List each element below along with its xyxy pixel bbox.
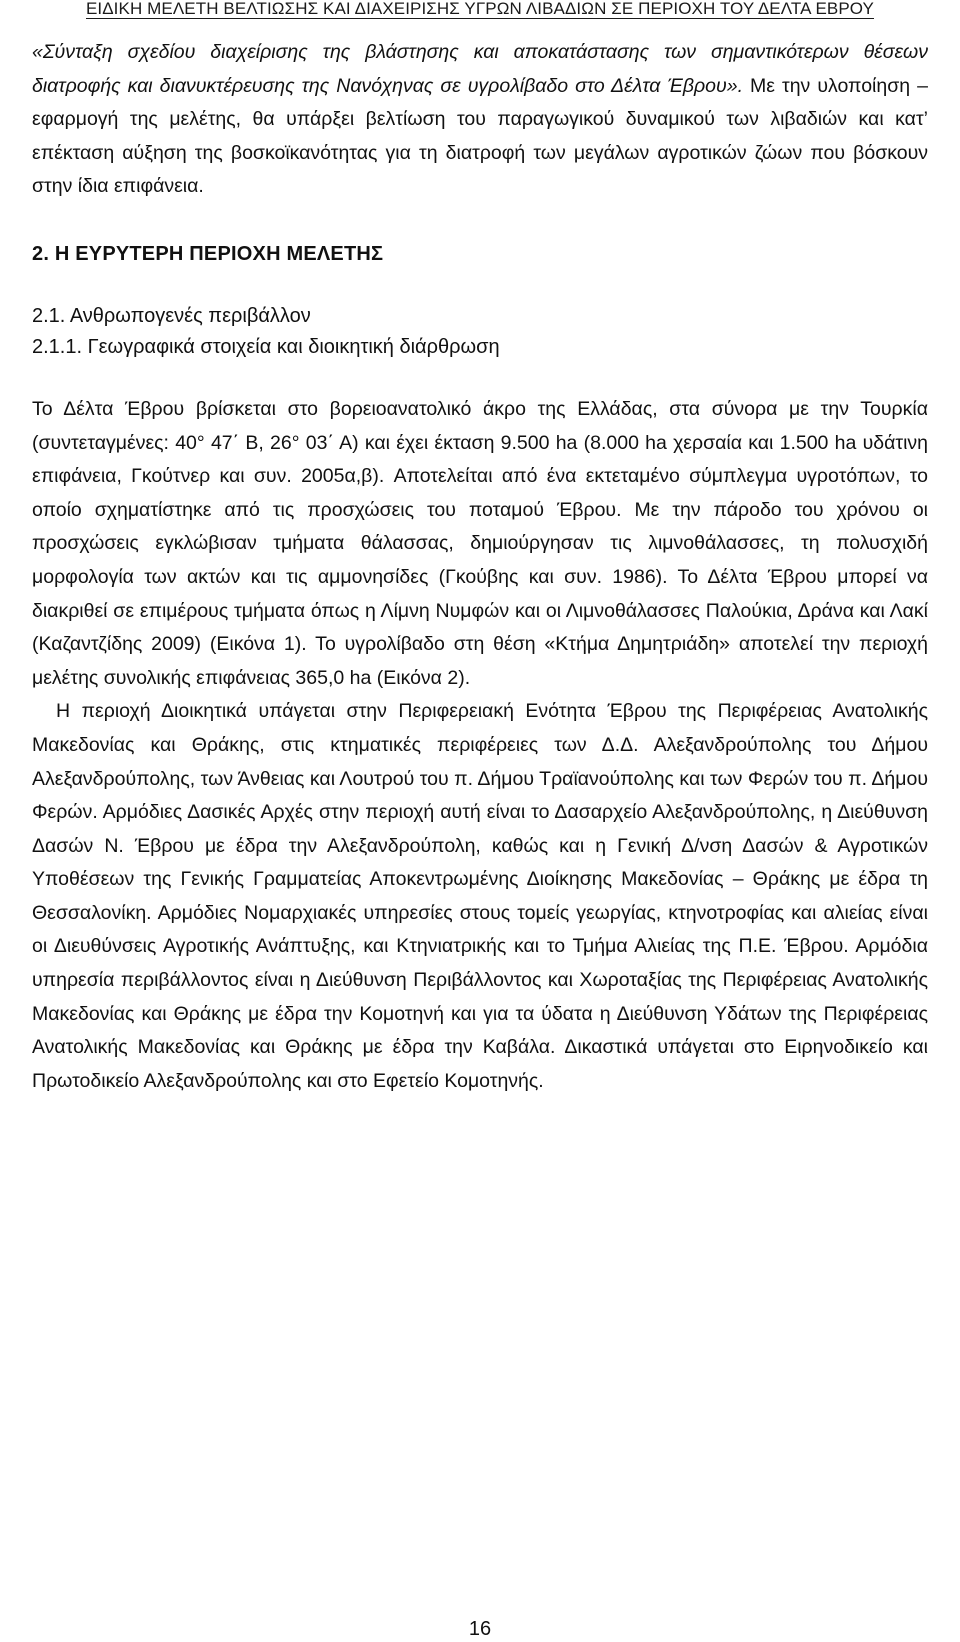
subsubsection-heading: 2.1.1. Γεωγραφικά στοιχεία και διοικητική διάρθρωση bbox=[32, 335, 500, 358]
body-paragraph-2: Η περιοχή Διοικητικά υπάγεται στην Περιφερειακή Ενότητα Έβρου της Περιφέρειας Ανατολικής Μακεδονίας και Θράκης, στις κτηματικές περιφέρειες των Δ.Δ. Αλεξανδρούπολης του Δήμου Αλεξανδρούπολης, των Άνθειας και Λουτρού του π. Δήμου Τραϊανούπολης και των Φερών του π. Δήμου Φερών. Αρμόδιες Δασικές Αρχές στην περιοχή αυτή είναι το Δασαρχείο Αλεξανδρούπολης, η Διεύθυνση Δασών Ν. Έβρου με έδρα την Αλεξανδρούπολη, καθώς και η Γενική Δ/νση Δασών & Αγροτικών Υποθέσεων της Γενικής Γραμματείας Αποκεντρωμένης Διοίκησης Μακεδονίας – Θράκης με έδρα τη Θεσσαλονίκη. Αρμόδιες Νομαρχιακές υπηρεσίες στους τομείς γεωργίας, κτηνοτροφίας και αλιείας είναι οι Διευθύνσεις Αγροτικής Ανάπτυξης, και Κτηνιατρικής και το Τμήμα Αλιείας της Π.Ε. Έβρου. Αρμόδια υπηρεσία περιβάλλοντος είναι η Διεύθυνση Περιβάλλοντος και Χωροταξίας της Περιφέρειας Ανατολικής Μακεδονίας και Θράκης με έδρα την Κομοτηνή και για τα ύδατα η Διεύθυνση Υδάτων της Περιφέρειας Ανατολικής Μακεδονίας και Θράκης με έδρα την Καβάλα. Δικαστικά υπάγεται στο Ειρηνοδικείο και Πρωτοδικείο Αλεξανδρούπολης και στο Εφετείο Κομοτηνής. bbox=[32, 700, 928, 1092]
body-paragraph-1: Το Δέλτα Έβρου βρίσκεται στο βορειοανατολικό άκρο της Ελλάδας, στα σύνορα με την Τουρκία (συντεταγμένες: 40° 47΄ Β, 26° 03΄ Α) και έχει έκταση 9.500 ha (8.000 ha χερσαία και 1.500 ha υδάτινη επιφάνεια, Γκούτνερ και συν. 2005α,β). Αποτελείται από ένα εκτεταμένο σύμπλεγμα υγροτόπων, το οποίο σχηματίστηκε από τις προσχώσεις του ποταμού Έβρου. Με την πάροδο του χρόνου οι προσχώσεις εγκλώβισαν τμήματα θάλασσας, δημιούργησαν τις λιμνοθάλασσες, τη πολυσχιδή μορφολογία των ακτών και τις αμμονησίδες (Γκούβης και συν. 1986). Το Δέλτα Έβρου μπορεί να διακριθεί σε επιμέρους τμήματα όπως η Λίμνη Νυμφών και οι Λιμνοθάλασσες Παλούκια, Δράνα και Λακί (Καζαντζίδης 2009) (Εικόνα 1). Το υγρολίβαδο στη θέση «Κτήμα Δημητριάδη» αποτελεί την περιοχή μελέτης συνολικής επιφάνειας 365,0 ha (Εικόνα 2). bbox=[32, 397, 928, 689]
page-number: 16 bbox=[468, 1618, 492, 1640]
intro-italic-quote: «Σύνταξη σχεδίου διαχείρισης της βλάστησης και αποκατάστασης των σημαντικότερων θέσεων διατροφής και διανυκτέρευσης της Νανόχηνας σε υγρολίβαδο στο Δέλτα Έβρου». bbox=[32, 41, 928, 97]
page-content bbox=[32, 36, 928, 1098]
subsection-heading: 2.1. Ανθρωπογενές περιβάλλον bbox=[32, 304, 311, 327]
running-header-title: ΕΙΔΙΚΗ ΜΕΛΕΤΗ ΒΕΛΤΙΩΣΗΣ ΚΑΙ ΔΙΑΧΕΙΡΙΣΗΣ ΥΓΡΩΝ ΛΙΒΑΔΙΩΝ ΣΕ ΠΕΡΙΟΧΗ ΤΟΥ ΔΕΛΤΑ ΕΒΡΟΥ bbox=[85, 0, 875, 18]
intro-paragraph bbox=[32, 36, 928, 204]
running-header bbox=[0, 0, 960, 24]
section-heading: 2. Η ΕΥΡΥΤΕΡΗ ΠΕΡΙΟΧΗ ΜΕΛΕΤΗΣ bbox=[32, 242, 384, 265]
intro-text: Με την υλοποίηση – εφαρμογή της μελέτης, θα υπάρξει βελτίωση του παραγωγικού δυναμικού των λιβαδιών και κατ’ επέκταση αύξηση της βοσκοϊκανότητας για τη διατροφή των μεγάλων αγροτικών ζώων που βόσκουν στην ίδια επιφάνεια. bbox=[32, 74, 928, 198]
